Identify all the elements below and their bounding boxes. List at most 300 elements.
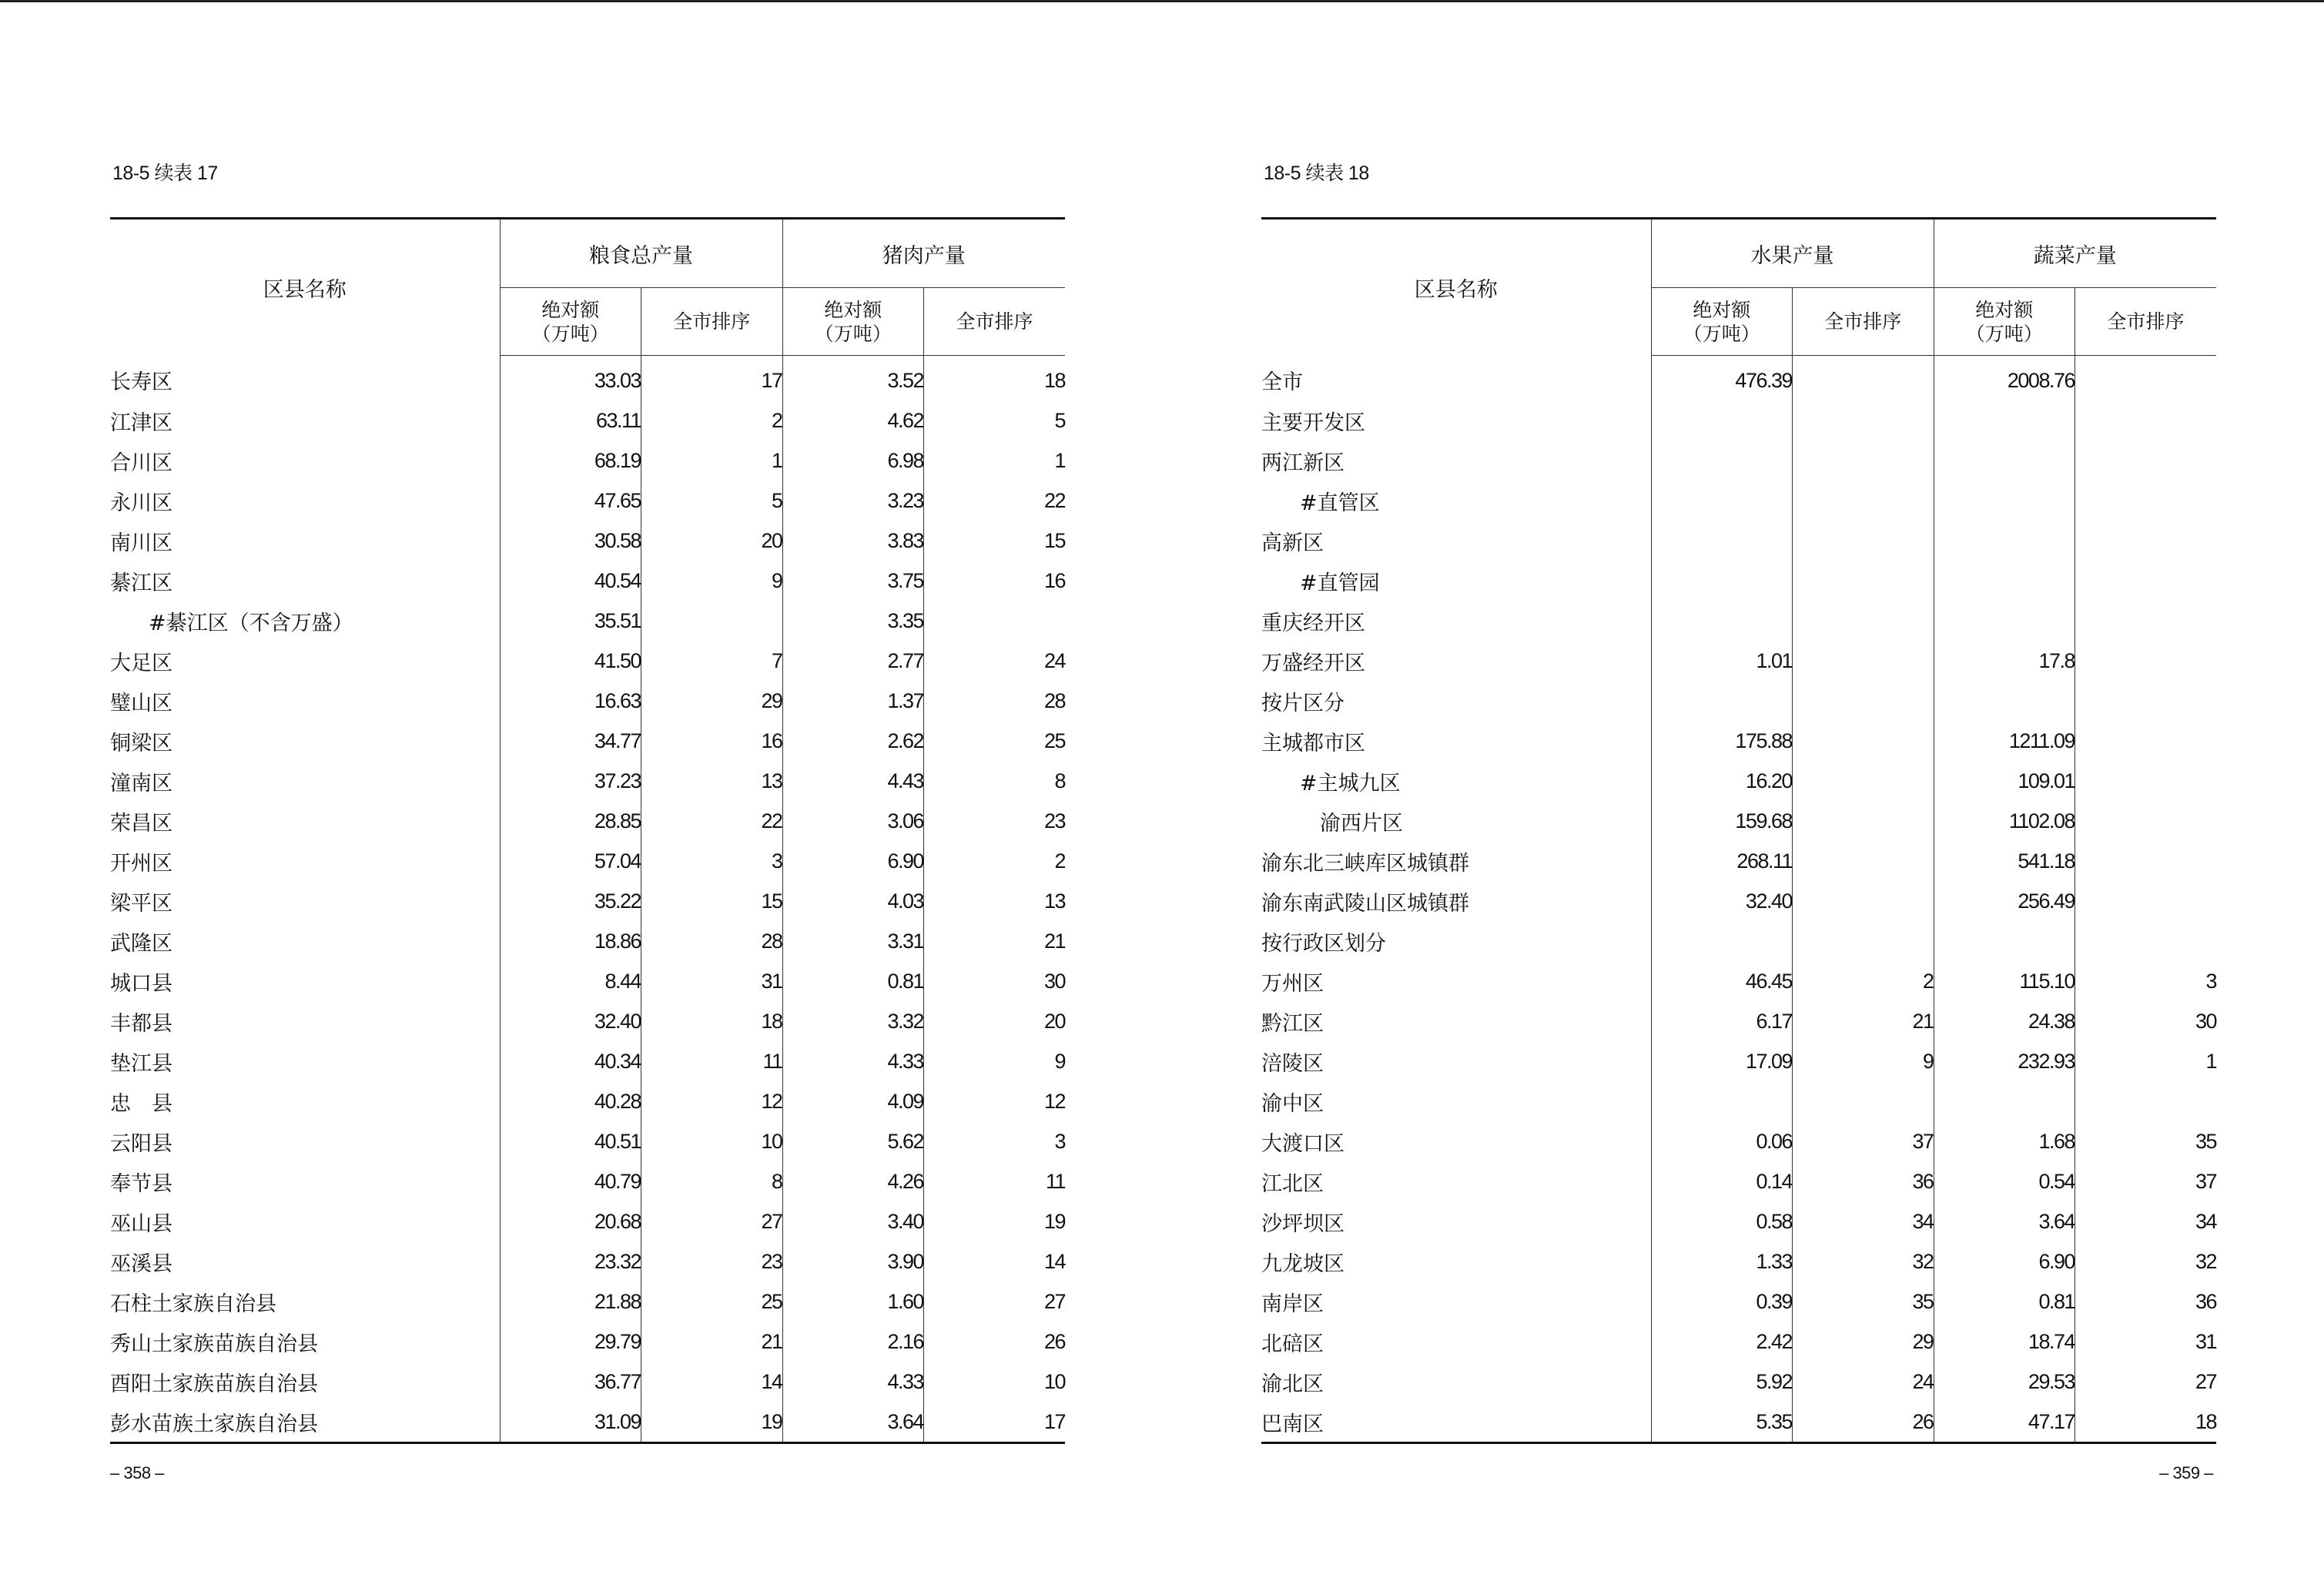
- row-amount-2: [1934, 1081, 2075, 1121]
- table-row: [110, 356, 1065, 401]
- right-page: [1261, 0, 2216, 1588]
- row-rank-1: 18: [641, 1001, 783, 1041]
- row-rank-1: 9: [1793, 1041, 1934, 1081]
- row-region-name: 巴南区: [1261, 1402, 1651, 1443]
- row-rank-1: 29: [641, 681, 783, 721]
- table-row: [110, 961, 1065, 1001]
- table-row: [110, 561, 1065, 601]
- table-row: [110, 1241, 1065, 1281]
- row-amount-1: 16.20: [1651, 761, 1793, 801]
- row-rank-1: 37: [1793, 1121, 1934, 1161]
- row-rank-1: 21: [1793, 1001, 1934, 1041]
- row-amount-1: 0.58: [1651, 1201, 1793, 1241]
- table-row: [1261, 921, 2216, 961]
- row-rank-2: 5: [1054, 408, 1065, 432]
- row-region-name: 沙坪坝区: [1261, 1201, 1651, 1241]
- row-amount-1: 23.32: [500, 1241, 641, 1281]
- header-region-name: 区县名称: [1261, 219, 1651, 356]
- row-rank-2: 1: [2205, 1049, 2216, 1073]
- row-rank-2: [2075, 681, 2217, 721]
- row-amount-1: 159.68: [1651, 801, 1793, 841]
- row-region-name: 巫溪县: [110, 1241, 500, 1281]
- row-rank-2: 2: [1054, 849, 1065, 873]
- row-rank-2: 18: [2195, 1409, 2216, 1433]
- row-rank-1: 10: [641, 1121, 783, 1161]
- row-rank-1: 12: [641, 1081, 783, 1121]
- row-amount-2: 3.52: [782, 356, 924, 401]
- row-rank-2: [2075, 601, 2217, 641]
- row-amount-2: 6.90: [782, 841, 924, 881]
- row-amount-2: [1934, 921, 2075, 961]
- row-rank-2: 28: [1043, 688, 1065, 712]
- row-amount-2: 4.62: [782, 400, 924, 441]
- row-rank-2: [2075, 481, 2217, 521]
- row-amount-1: [1651, 441, 1793, 481]
- table-row: [1261, 1161, 2216, 1201]
- header-absolute-amount: 绝对额 （万吨）: [500, 288, 641, 356]
- row-amount-2: [1934, 521, 2075, 561]
- row-rank-2: 34: [2195, 1209, 2216, 1233]
- row-amount-2: 3.64: [1934, 1201, 2075, 1241]
- row-amount-1: 28.85: [500, 801, 641, 841]
- header-city-rank: 全市排序: [924, 288, 1066, 356]
- row-rank-1: 34: [1793, 1201, 1934, 1241]
- table-caption: 18-5 续表 18: [1264, 162, 1369, 184]
- row-rank-2: 36: [2195, 1289, 2216, 1313]
- table-row: [110, 1041, 1065, 1081]
- row-amount-2: 24.38: [1934, 1001, 2075, 1041]
- table-row: [110, 481, 1065, 521]
- row-region-name: 武隆区: [110, 921, 500, 961]
- row-rank-1: [1793, 1081, 1934, 1121]
- row-amount-2: 5.62: [782, 1121, 924, 1161]
- row-rank-2: 24: [1043, 648, 1065, 672]
- row-region-name: 云阳县: [110, 1121, 500, 1161]
- row-rank-2: 35: [2195, 1129, 2216, 1153]
- row-amount-2: 0.81: [782, 961, 924, 1001]
- table-row: [110, 1121, 1065, 1161]
- row-rank-2: 12: [1043, 1089, 1065, 1113]
- row-region-name: 铜梁区: [110, 721, 500, 761]
- row-amount-1: 40.34: [500, 1041, 641, 1081]
- row-amount-2: 6.98: [782, 441, 924, 481]
- row-rank-2: [2075, 721, 2217, 761]
- table-row: [1261, 761, 2216, 801]
- row-region-name: 忠 县: [110, 1081, 500, 1121]
- row-rank-2: [2075, 561, 2217, 601]
- row-rank-2: [2075, 356, 2217, 401]
- row-amount-2: 3.40: [782, 1201, 924, 1241]
- row-region-name: 酉阳土家族苗族自治县: [110, 1362, 500, 1402]
- row-region-name: 江津区: [110, 400, 500, 441]
- row-rank-1: 14: [641, 1362, 783, 1402]
- row-amount-2: 3.06: [782, 801, 924, 841]
- row-rank-1: 8: [641, 1161, 783, 1201]
- row-rank-1: 15: [641, 881, 783, 921]
- row-amount-1: [1651, 601, 1793, 641]
- row-region-name: 大渡口区: [1261, 1121, 1651, 1161]
- table-row: [1261, 1081, 2216, 1121]
- row-amount-1: 68.19: [500, 441, 641, 481]
- row-amount-1: [1651, 921, 1793, 961]
- header-city-rank: 全市排序: [641, 288, 783, 356]
- row-rank-1: 11: [641, 1041, 783, 1081]
- row-rank-2: 3: [1054, 1129, 1065, 1153]
- row-rank-2: 15: [1043, 528, 1065, 552]
- row-rank-1: [1793, 881, 1934, 921]
- row-rank-1: [1793, 601, 1934, 641]
- row-rank-2: 27: [1043, 1289, 1065, 1313]
- row-amount-1: 35.22: [500, 881, 641, 921]
- row-amount-2: 256.49: [1934, 881, 2075, 921]
- row-rank-1: [1793, 921, 1934, 961]
- row-rank-2: 19: [1043, 1209, 1065, 1233]
- row-amount-1: [1651, 681, 1793, 721]
- row-amount-2: 4.33: [782, 1041, 924, 1081]
- row-region-name: 奉节县: [110, 1161, 500, 1201]
- header-absolute-amount: 绝对额 （万吨）: [1934, 288, 2075, 356]
- row-rank-1: [1793, 721, 1934, 761]
- row-amount-1: 20.68: [500, 1201, 641, 1241]
- row-amount-1: 268.11: [1651, 841, 1793, 881]
- row-rank-2: [2075, 441, 2217, 481]
- row-region-name: 万州区: [1261, 961, 1651, 1001]
- header-group-fruit: 水果产量: [1651, 219, 1934, 288]
- row-region-name: 渝中区: [1261, 1081, 1651, 1121]
- header-group-grain: 粮食总产量: [500, 219, 782, 288]
- row-amount-2: 4.33: [782, 1362, 924, 1402]
- row-rank-2: [2075, 841, 2217, 881]
- table-row: [110, 921, 1065, 961]
- row-amount-1: 1.33: [1651, 1241, 1793, 1281]
- row-region-name: 涪陵区: [1261, 1041, 1651, 1081]
- table-row: [1261, 481, 2216, 521]
- row-region-name: 南岸区: [1261, 1281, 1651, 1322]
- row-amount-2: 541.18: [1934, 841, 2075, 881]
- row-rank-2: [2075, 881, 2217, 921]
- row-amount-2: [1934, 561, 2075, 601]
- row-rank-2: 30: [1043, 969, 1065, 993]
- row-region-name: 渝东南武陵山区城镇群: [1261, 881, 1651, 921]
- row-rank-1: 13: [641, 761, 783, 801]
- row-rank-1: [1793, 356, 1934, 401]
- table-row: [110, 441, 1065, 481]
- table-body: [1261, 356, 2216, 1443]
- row-region-name: #綦江区（不含万盛）: [110, 601, 500, 641]
- row-rank-1: 5: [641, 481, 783, 521]
- row-rank-1: 35: [1793, 1281, 1934, 1322]
- row-amount-2: [1934, 481, 2075, 521]
- row-region-name: 万盛经开区: [1261, 641, 1651, 681]
- row-amount-1: 46.45: [1651, 961, 1793, 1001]
- row-rank-2: 21: [1043, 929, 1065, 953]
- row-region-name: 高新区: [1261, 521, 1651, 561]
- row-region-name: 渝东北三峡库区城镇群: [1261, 841, 1651, 881]
- row-amount-1: 32.40: [1651, 881, 1793, 921]
- row-amount-1: 35.51: [500, 601, 641, 641]
- row-rank-1: [1793, 481, 1934, 521]
- row-amount-2: 3.23: [782, 481, 924, 521]
- header-city-rank: 全市排序: [1793, 288, 1934, 356]
- row-amount-2: 115.10: [1934, 961, 2075, 1001]
- row-amount-1: 18.86: [500, 921, 641, 961]
- row-region-name: 大足区: [110, 641, 500, 681]
- row-rank-1: [1793, 400, 1934, 441]
- row-region-name: 巫山县: [110, 1201, 500, 1241]
- row-amount-2: 2.16: [782, 1322, 924, 1362]
- row-amount-1: 0.39: [1651, 1281, 1793, 1322]
- row-amount-1: 5.92: [1651, 1362, 1793, 1402]
- row-rank-1: [1793, 841, 1934, 881]
- left-page: [110, 0, 1065, 1588]
- table-row: [110, 1281, 1065, 1322]
- table-row: [110, 1362, 1065, 1402]
- row-region-name: 按片区分: [1261, 681, 1651, 721]
- table-row: [1261, 601, 2216, 641]
- row-amount-2: 29.53: [1934, 1362, 2075, 1402]
- statistics-table: [1261, 217, 2216, 1444]
- row-amount-1: [1651, 561, 1793, 601]
- row-rank-2: 17: [1043, 1409, 1065, 1433]
- table-row: [1261, 1281, 2216, 1322]
- row-rank-2: [2075, 521, 2217, 561]
- table-row: [110, 721, 1065, 761]
- row-rank-2: [2075, 921, 2217, 961]
- row-amount-2: 4.03: [782, 881, 924, 921]
- row-rank-2: [2075, 761, 2217, 801]
- row-amount-2: 3.90: [782, 1241, 924, 1281]
- table-row: [110, 1322, 1065, 1362]
- row-rank-2: 25: [1043, 729, 1065, 752]
- row-amount-2: 4.26: [782, 1161, 924, 1201]
- row-amount-2: 3.83: [782, 521, 924, 561]
- row-region-name: #直管园: [1261, 561, 1651, 601]
- row-region-name: 石柱土家族自治县: [110, 1281, 500, 1322]
- row-region-name: 彭水苗族土家族自治县: [110, 1402, 500, 1443]
- table-row: [1261, 521, 2216, 561]
- row-region-name: #直管区: [1261, 481, 1651, 521]
- row-rank-2: 27: [2195, 1369, 2216, 1393]
- row-amount-2: 47.17: [1934, 1402, 2075, 1443]
- row-rank-1: 24: [1793, 1362, 1934, 1402]
- table-row: [1261, 1121, 2216, 1161]
- row-amount-1: 34.77: [500, 721, 641, 761]
- row-amount-1: 40.79: [500, 1161, 641, 1201]
- row-region-name: 荣昌区: [110, 801, 500, 841]
- table-row: [1261, 400, 2216, 441]
- row-rank-2: 26: [1043, 1329, 1065, 1353]
- row-rank-2: 31: [2195, 1329, 2216, 1353]
- row-region-name: 渝北区: [1261, 1362, 1651, 1402]
- row-amount-2: 3.75: [782, 561, 924, 601]
- row-amount-1: 41.50: [500, 641, 641, 681]
- row-amount-2: [1934, 681, 2075, 721]
- header-region-name: 区县名称: [110, 219, 500, 356]
- row-region-name: 城口县: [110, 961, 500, 1001]
- row-amount-1: 17.09: [1651, 1041, 1793, 1081]
- row-amount-1: 33.03: [500, 356, 641, 401]
- row-rank-2: 1: [1054, 448, 1065, 472]
- row-rank-2: 9: [1054, 1049, 1065, 1073]
- row-amount-1: 30.58: [500, 521, 641, 561]
- row-amount-1: 476.39: [1651, 356, 1793, 401]
- row-rank-1: [641, 601, 783, 641]
- row-amount-2: [1934, 601, 2075, 641]
- table-row: [110, 400, 1065, 441]
- row-rank-1: 1: [641, 441, 783, 481]
- row-rank-2: 8: [1054, 769, 1065, 792]
- table-row: [1261, 1402, 2216, 1443]
- row-region-name: 合川区: [110, 441, 500, 481]
- row-amount-1: 2.42: [1651, 1322, 1793, 1362]
- row-rank-1: 21: [641, 1322, 783, 1362]
- row-rank-1: 23: [641, 1241, 783, 1281]
- row-region-name: 南川区: [110, 521, 500, 561]
- page-number: – 358 –: [110, 1463, 164, 1482]
- row-rank-2: [2075, 641, 2217, 681]
- row-rank-2: 32: [2195, 1249, 2216, 1273]
- row-region-name: 按行政区划分: [1261, 921, 1651, 961]
- row-rank-1: [1793, 441, 1934, 481]
- row-region-name: 两江新区: [1261, 441, 1651, 481]
- row-amount-1: 8.44: [500, 961, 641, 1001]
- row-region-name: 潼南区: [110, 761, 500, 801]
- row-region-name: 梁平区: [110, 881, 500, 921]
- row-rank-2: 20: [1043, 1009, 1065, 1033]
- row-rank-1: 27: [641, 1201, 783, 1241]
- row-amount-1: [1651, 1081, 1793, 1121]
- row-amount-2: 4.09: [782, 1081, 924, 1121]
- row-rank-1: 2: [1793, 961, 1934, 1001]
- row-rank-1: [1793, 561, 1934, 601]
- row-rank-1: 20: [641, 521, 783, 561]
- row-rank-1: 26: [1793, 1402, 1934, 1443]
- row-rank-2: 16: [1043, 568, 1065, 592]
- row-region-name: 全市: [1261, 356, 1651, 401]
- row-amount-2: 1102.08: [1934, 801, 2075, 841]
- row-region-name: 北碚区: [1261, 1322, 1651, 1362]
- table-row: [1261, 1041, 2216, 1081]
- table-row: [110, 841, 1065, 881]
- table-row: [110, 1402, 1065, 1443]
- row-region-name: 秀山土家族苗族自治县: [110, 1322, 500, 1362]
- row-rank-1: 31: [641, 961, 783, 1001]
- table-row: [1261, 441, 2216, 481]
- row-rank-2: 23: [1043, 809, 1065, 833]
- table-row: [110, 681, 1065, 721]
- header-absolute-amount: 绝对额 （万吨）: [1651, 288, 1793, 356]
- row-amount-1: 63.11: [500, 400, 641, 441]
- table-row: [1261, 881, 2216, 921]
- row-rank-2: 11: [1045, 1169, 1065, 1193]
- row-region-name: 渝西片区: [1261, 801, 1651, 841]
- row-region-name: 垫江县: [110, 1041, 500, 1081]
- statistics-table: [110, 217, 1065, 1444]
- row-amount-1: 40.54: [500, 561, 641, 601]
- row-rank-2: 3: [2205, 969, 2216, 993]
- row-amount-2: 0.54: [1934, 1161, 2075, 1201]
- row-amount-1: 31.09: [500, 1402, 641, 1443]
- row-amount-2: [1934, 400, 2075, 441]
- page-number: – 359 –: [2159, 1463, 2213, 1482]
- table-row: [110, 601, 1065, 641]
- row-amount-1: [1651, 400, 1793, 441]
- row-rank-1: [1793, 761, 1934, 801]
- row-amount-2: 1.37: [782, 681, 924, 721]
- row-region-name: 永川区: [110, 481, 500, 521]
- row-amount-2: 18.74: [1934, 1322, 2075, 1362]
- row-amount-2: 3.31: [782, 921, 924, 961]
- table-row: [1261, 1322, 2216, 1362]
- header-group-pork: 猪肉产量: [782, 219, 1065, 288]
- row-region-name: 开州区: [110, 841, 500, 881]
- row-rank-1: 32: [1793, 1241, 1934, 1281]
- table-row: [110, 641, 1065, 681]
- row-rank-1: 28: [641, 921, 783, 961]
- row-region-name: 綦江区: [110, 561, 500, 601]
- row-amount-1: 37.23: [500, 761, 641, 801]
- row-rank-1: 3: [641, 841, 783, 881]
- table-row: [1261, 561, 2216, 601]
- row-rank-1: [1793, 641, 1934, 681]
- row-amount-1: [1651, 521, 1793, 561]
- row-amount-2: 3.35: [782, 601, 924, 641]
- table-row: [110, 1001, 1065, 1041]
- row-rank-2: 37: [2195, 1169, 2216, 1193]
- table-row: [1261, 801, 2216, 841]
- table-row: [1261, 1001, 2216, 1041]
- row-amount-1: 36.77: [500, 1362, 641, 1402]
- row-amount-1: 5.35: [1651, 1402, 1793, 1443]
- row-region-name: 主要开发区: [1261, 400, 1651, 441]
- row-amount-1: 21.88: [500, 1281, 641, 1322]
- row-amount-2: 3.64: [782, 1402, 924, 1443]
- row-amount-1: 0.06: [1651, 1121, 1793, 1161]
- row-amount-1: 6.17: [1651, 1001, 1793, 1041]
- table-row: [1261, 681, 2216, 721]
- table-row: [110, 1161, 1065, 1201]
- row-rank-1: 25: [641, 1281, 783, 1322]
- row-amount-1: 32.40: [500, 1001, 641, 1041]
- row-amount-2: 2008.76: [1934, 356, 2075, 401]
- row-amount-2: 1.68: [1934, 1121, 2075, 1161]
- row-rank-2: [2075, 1081, 2217, 1121]
- row-amount-2: 4.43: [782, 761, 924, 801]
- row-amount-2: 1211.09: [1934, 721, 2075, 761]
- row-rank-2: [2075, 400, 2217, 441]
- row-amount-2: 17.8: [1934, 641, 2075, 681]
- row-amount-2: 2.77: [782, 641, 924, 681]
- table-row: [110, 881, 1065, 921]
- row-amount-2: 2.62: [782, 721, 924, 761]
- table-row: [1261, 641, 2216, 681]
- table-row: [110, 801, 1065, 841]
- row-rank-1: 36: [1793, 1161, 1934, 1201]
- row-amount-1: 57.04: [500, 841, 641, 881]
- row-region-name: 主城都市区: [1261, 721, 1651, 761]
- row-region-name: 江北区: [1261, 1161, 1651, 1201]
- row-region-name: 黔江区: [1261, 1001, 1651, 1041]
- row-amount-1: 1.01: [1651, 641, 1793, 681]
- table-row: [110, 1081, 1065, 1121]
- row-amount-2: 1.60: [782, 1281, 924, 1322]
- row-amount-2: 232.93: [1934, 1041, 2075, 1081]
- row-amount-2: 0.81: [1934, 1281, 2075, 1322]
- row-amount-2: 109.01: [1934, 761, 2075, 801]
- header-city-rank: 全市排序: [2075, 288, 2217, 356]
- row-amount-2: [1934, 441, 2075, 481]
- row-rank-1: [1793, 681, 1934, 721]
